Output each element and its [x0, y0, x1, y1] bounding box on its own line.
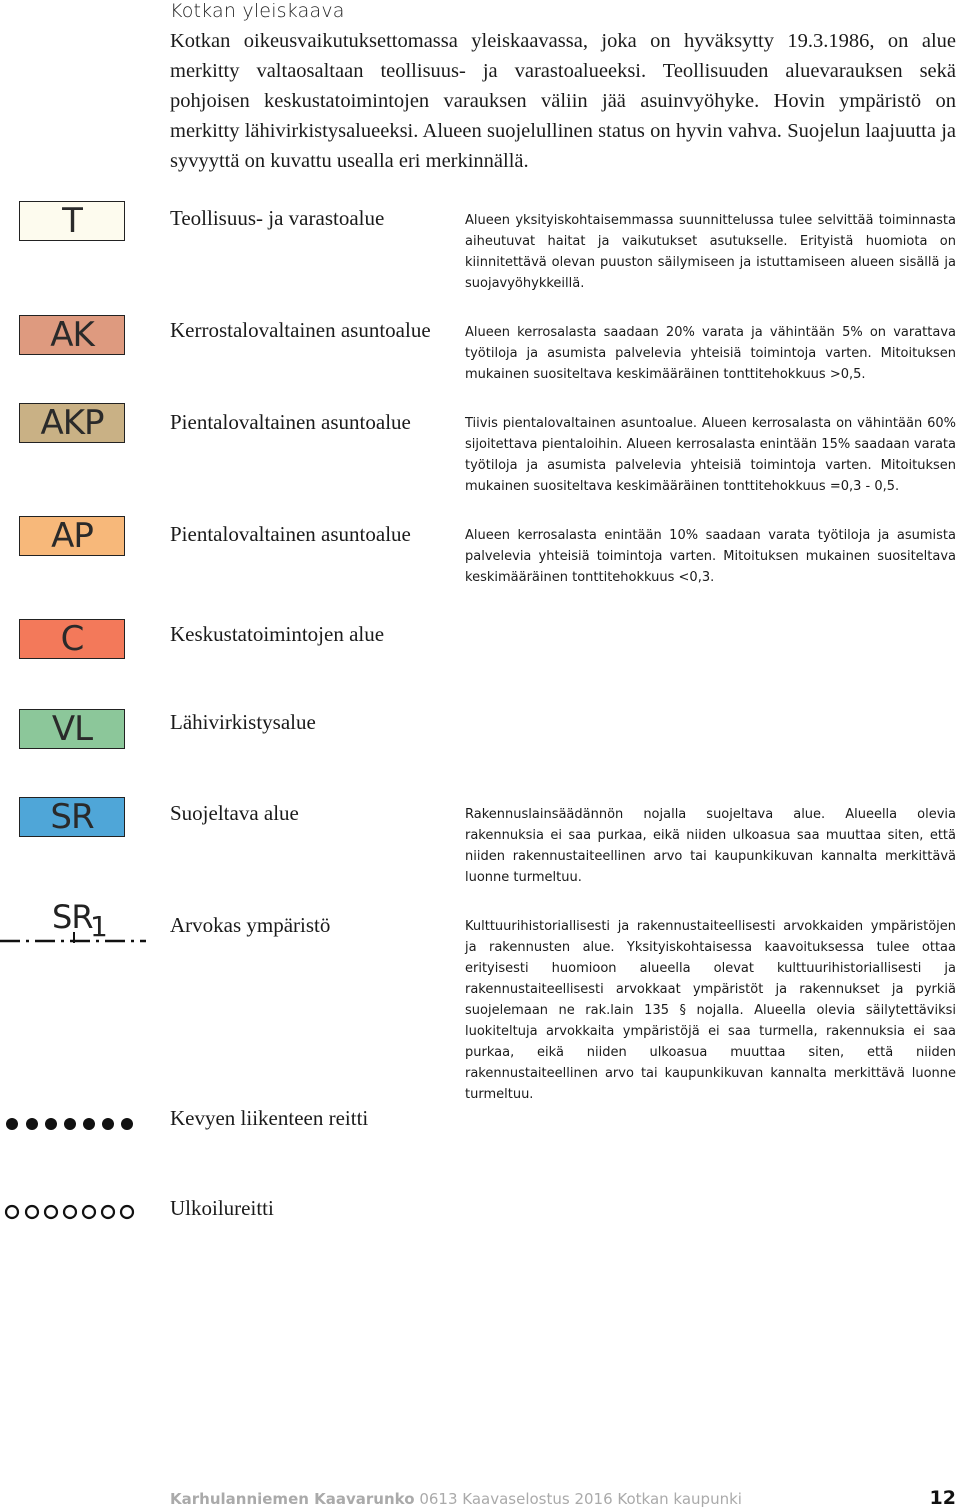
- legend-description: Tiivis pientalovaltainen asuntoalue. Alueen kerrosalasta on vähintään 60% sijoitettava pientaloihin. Alueen kerrosalasta enintään 15% saadaan varata työtiloja ja asumista palvelevia yhteisiä toimintoja varten. Mitoituksen mukainen suositeltava keskimääräinen tonttitehokkuus =0,3 - 0,5.: [465, 416, 956, 494]
- intro-paragraph: Kotkan oikeusvaikutuksettomassa yleiskaavassa, joka on hyväksytty 19.3.1986, on alue merkitty valtaosaltaan teollisuus- ja varastoalueeksi. Teollisuuden aluevarauksen sekä pohjoisen keskustatoimintojen varauksen väliin jää asuinvyöhyke. Hovin ympäristö on merkitty lähivirkistysalueeksi. Alueen suojelullinen status on hyvin vahva. Suojelun laajuutta ja syvyyttä on kuvattu usealla eri merkinnällä.: [170, 30, 956, 172]
- filled-dots-route-icon: [0, 1114, 140, 1134]
- swatch-t: T: [19, 201, 125, 241]
- legend-description: Alueen kerrosalasta enintään 10% saadaan varata työtiloja ja asumista palvelevia yhteisiä toimintoja varten. Mitoituksen mukainen suositeltava keskimääräinen tonttitehokkuus <0,3.: [465, 528, 956, 585]
- legend-label: Teollisuus- ja varastoalue: [170, 206, 385, 230]
- page-number: 12: [929, 1487, 956, 1509]
- dash-dot-line-icon: [0, 898, 150, 948]
- legend-label: Kerrostalovaltainen asuntoalue: [170, 318, 431, 342]
- legend-label: Ulkoilureitti: [170, 1196, 274, 1220]
- page-heading: Kotkan yleiskaava: [170, 0, 345, 22]
- footer: [170, 1490, 956, 1508]
- legend-label: Lähivirkistysalue: [170, 710, 316, 734]
- open-circles-route-icon: [0, 1201, 140, 1223]
- legend-description: Rakennuslainsäädännön nojalla suojeltava alue. Alueella olevia rakennuksia ei saa purkaa, eikä niiden ulkoasua saa muuttaa siten, että niiden rakennustaiteellinen arvo tai kaupunkikuvan kannalta merkittävä luonne turmeltuu.: [465, 807, 956, 885]
- sr1-code: SR: [52, 898, 93, 936]
- legend-label: Keskustatoimintojen alue: [170, 622, 385, 646]
- legend-label: Arvokas ympäristö: [170, 913, 331, 937]
- legend-label: Pientalovaltainen asuntoalue: [170, 522, 411, 546]
- sr1-boundary-symbol: [0, 898, 150, 948]
- legend-description: Alueen kerrosalasta saadaan 20% varata ja vähintään 5% on varattava työtiloja ja asumista palvelevia yhteisiä toimintoja varten. Mitoituksen mukainen suositeltava keskimääräinen tonttitehokkuus >0,5.: [465, 325, 956, 382]
- swatch-ap: AP: [19, 516, 125, 556]
- swatch-vl: VL: [19, 709, 125, 749]
- legend-label: Pientalovaltainen asuntoalue: [170, 410, 411, 434]
- footer-doc-info: 0613 Kaavaselostus 2016 Kotkan kaupunki: [414, 1490, 742, 1508]
- swatch-c: C: [19, 619, 125, 659]
- legend-description: Kulttuurihistoriallisesti ja rakennustaiteellisesti arvokkaiden ympäristöjen ja rakennusten alue. Yksityiskohtaisessa kaavoituksessa tulee ottaa erityisesti huomioon alueella olevat kulttuurihistoriallisesti ja rakennustaiteellisesti arvokkaat ympäristöt ja rakennukset ja pyrkiä suojelemaan ne rak.lain 135 § nojalla. Alueella olevia säilytettäviksi luokiteltuja arvokkaita ympäristöjä ei saa turmella, rakennuksia ei saa purkaa, eikä niiden ulkoasua muuttaa siten, että niiden rakennustaiteellinen arvo tai kaupunkikuvan kannalta merkittävä luonne turmeltuu.: [465, 919, 956, 1102]
- swatch-ak: AK: [19, 315, 125, 355]
- swatch-sr: SR: [19, 797, 125, 837]
- sr1-subscript: 1: [90, 910, 108, 943]
- legend-label: Suojeltava alue: [170, 801, 299, 825]
- legend-label: Kevyen liikenteen reitti: [170, 1106, 369, 1130]
- legend-description: Alueen yksityiskohtaisemmassa suunnittelussa tulee selvittää toiminnasta aiheutuvat haitat ja vaikutukset asutukselle. Erityistä huomiota on kiinnitettävä olevan puuston säilymiseen ja istuttamiseen alueen sisällä ja suojavyöhykkeillä.: [465, 213, 956, 291]
- footer-doc-title: Karhulanniemen Kaavarunko: [170, 1490, 415, 1508]
- swatch-akp: AKP: [19, 403, 125, 443]
